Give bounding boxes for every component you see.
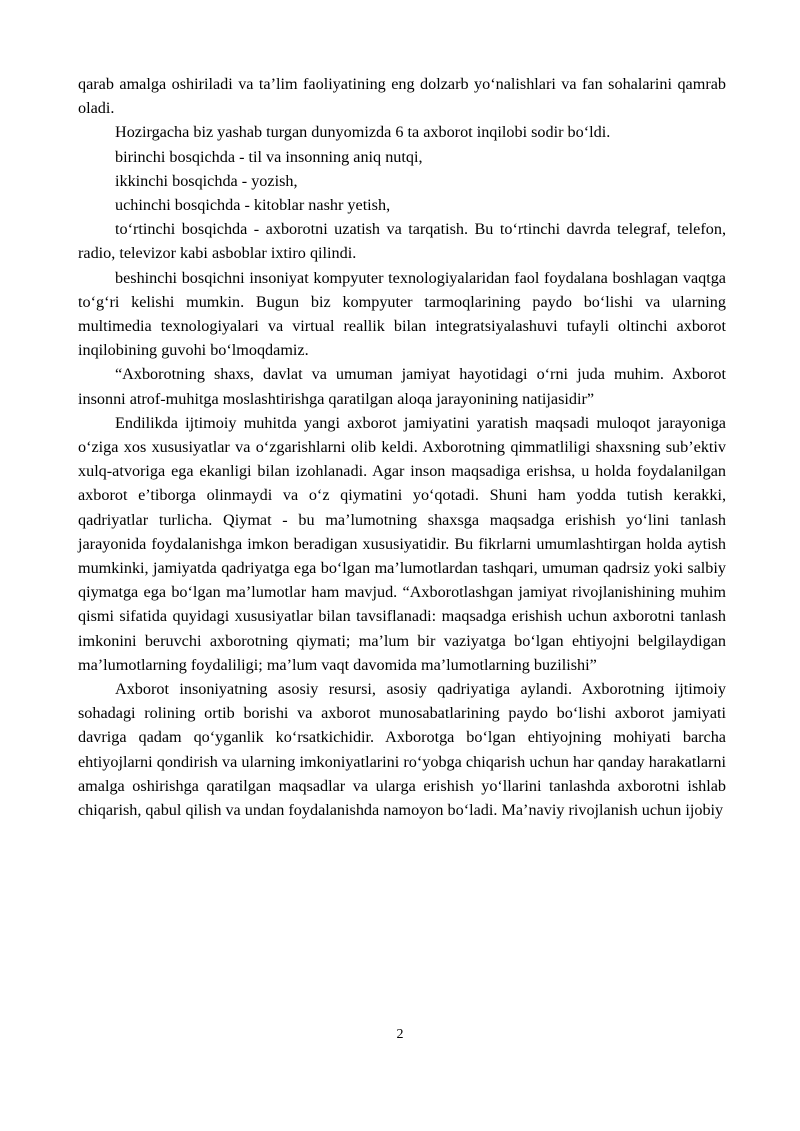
paragraph-information-society: Endilikda ijtimoiy muhitda yangi axborot jamiyatini yaratish maqsadi muloqot jarayoniga o‘ziga xos xususiyatlar va o‘zgarishlarni olib keldi. Axborotning qimmatliligi shaxsning sub’ektiv xulq-atvoriga ega ekanligi bilan izohlanadi. Agar inson maqsadiga erishsa, u holda foydalanilgan axborot e’tiborga olinmaydi va o‘z qiymatini yo‘qotadi. Shuni ham yodda tutish kerakki, qadriyatlar turlicha. Qiymat - bu ma’lumotning shaxsga maqsadga erishish yo‘lini tanlash jarayonida foydalanishga imkon beradigan xususiyatidir. Bu fikrlarni umumlashtirgan holda aytish mumkinki, jamiyatda qadriyatga ega bo‘lgan ma’lumotlardan tashqari, umuman qadrsiz yoki salbiy qiymatga ega bo‘lgan ma’lumotlar ham mavjud. “Axborotlashgan jamiyat rivojlanishining muhim qismi sifatida quyidagi xususiyatlar bilan tavsiflanadi: maqsadga erishish uchun axborotni tanlash imkonini beruvchi axborotning qiymati; ma’lum bir vaziyatga bo‘lgan ehtiyojni belgilaydigan ma’lumotlarning foydaliligi; ma’lum vaqt davomida ma’lumotlarning buzilishi” [78,413,726,674]
list-item-stage-3: uchinchi bosqichda - kitoblar nashr yetish, [115,196,391,215]
paragraph-2: Hozirgacha biz yashab turgan dunyomizda 6 ta axborot inqilobi sodir bo‘ldi. [115,123,611,142]
list-item-stage-1: birinchi bosqichda - til va insonning aniq nutqi, [115,147,423,166]
paragraph-stage-5: beshinchi bosqichni insoniyat kompyuter texnologiyalaridan faol foydalana boshlagan vaqtga to‘g‘ri kelishi mumkin. Bugun biz kompyuter tarmoqlarining paydo bo‘lishi va ularning multimedia texnologiyalari va virtual reallik bilan integratsiyalashuvi tufayli oltinchi axborot inqilobining guvohi bo‘lmoqdamiz. [78,268,726,360]
quote-paragraph: “Axborotning shaxs, davlat va umuman jamiyat hayotidagi o‘rni juda muhim. Axborot insonni atrof-muhitga moslashtirishga qaratilgan aloqa jarayonining natijasidir” [78,365,726,408]
body-text [78,72,726,822]
page-number: 2 [396,1027,404,1042]
paragraph-information-resource: Axborot insoniyatning asosiy resursi, asosiy qadriyatiga aylandi. Axborotning ijtimoiy sohadagi rolining ortib borishi va axborot munosabatlarining paydo bo‘lishi axborot jamiyati davriga qadam qo‘yganlik ko‘rsatkichidir. Axborotga bo‘lgan ehtiyojning mohiyati barcha ehtiyojlarni qondirish va ularning imkoniyatlarini ro‘yobga chiqarish uchun har qanday harakatlarni amalga oshirishga qaratilgan maqsadlar va ularga erishish yo‘llarini tanlashda axborotni ishlab chiqarish, qabul qilish va undan foydalanishda namoyon bo‘ladi. Ma’naviy rivojlanish uchun ijobiy [78,680,726,820]
paragraph-1: qarab amalga oshiriladi va ta’lim faoliyatining eng dolzarb yo‘nalishlari va fan sohalarini qamrab oladi. [78,75,726,118]
list-item-stage-4: to‘rtinchi bosqichda - axborotni uzatish va tarqatish. Bu to‘rtinchi davrda telegraf, telefon, radio, televizor kabi asboblar ixtiro qilindi. [78,220,726,263]
list-item-stage-2: ikkinchi bosqichda - yozish, [115,171,298,190]
